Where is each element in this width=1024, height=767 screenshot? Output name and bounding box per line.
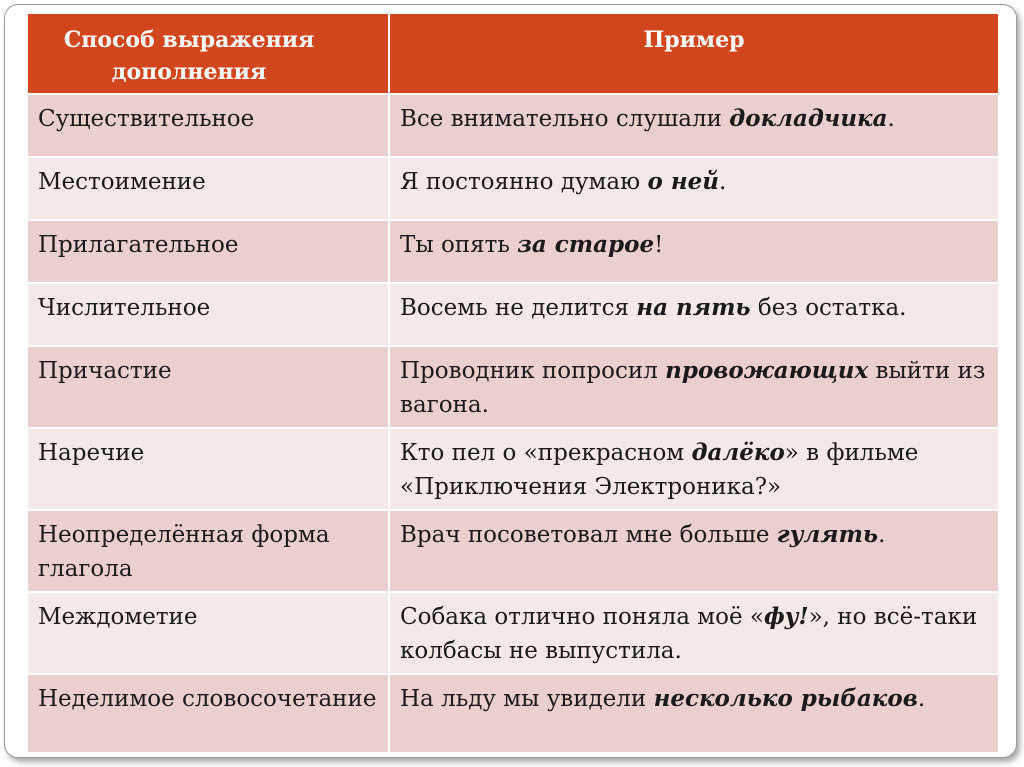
row-example: Все внимательно слушали докладчика. (389, 94, 999, 157)
row-type: Местоимение (27, 157, 389, 220)
highlighted-object: за старое (517, 231, 655, 258)
row-type: Существительное (27, 94, 389, 157)
row-example: Врач посоветовал мне больше гулять. (389, 510, 999, 592)
row-type: Неопределённая форма глагола (27, 510, 389, 592)
row-type: Числительное (27, 283, 389, 346)
row-type: Неделимое словосочетание (27, 674, 389, 753)
row-example: На льду мы увидели несколько рыбаков. (389, 674, 999, 753)
row-type: Прилагательное (27, 220, 389, 283)
header-method: Способ выражения дополнения (27, 13, 389, 94)
table-row (27, 674, 999, 753)
row-example: Проводник попросил провожающих выйти из вагона. (389, 346, 999, 428)
highlighted-object: фу! (764, 603, 809, 630)
row-type: Междометие (27, 592, 389, 674)
highlighted-object: далёко (691, 439, 785, 466)
row-type: Наречие (27, 428, 389, 510)
table-row (27, 592, 999, 674)
highlighted-object: несколько рыбаков (653, 685, 918, 712)
highlighted-object: на пять (636, 294, 751, 321)
table-row (27, 510, 999, 592)
table-row (27, 428, 999, 510)
table-row (27, 157, 999, 220)
table-row (27, 283, 999, 346)
highlighted-object: докладчика (729, 105, 888, 132)
row-example: Собака отлично поняла моё «фу!», но всё-таки колбасы не выпустила. (389, 592, 999, 674)
table-row (27, 94, 999, 157)
row-example: Восемь не делится на пять без остатка. (389, 283, 999, 346)
highlighted-object: о ней (647, 168, 719, 195)
highlighted-object: провожающих (665, 357, 869, 384)
row-example: Я постоянно думаю о ней. (389, 157, 999, 220)
row-example: Ты опять за старое! (389, 220, 999, 283)
row-example: Кто пел о «прекрасном далёко» в фильме «Приключения Электроника?» (389, 428, 999, 510)
header-example: Пример (389, 13, 999, 94)
table-header-row (27, 13, 999, 94)
table-row (27, 220, 999, 283)
table-row (27, 346, 999, 428)
row-type: Причастие (27, 346, 389, 428)
objects-table (26, 12, 1000, 754)
highlighted-object: гулять (776, 521, 879, 548)
